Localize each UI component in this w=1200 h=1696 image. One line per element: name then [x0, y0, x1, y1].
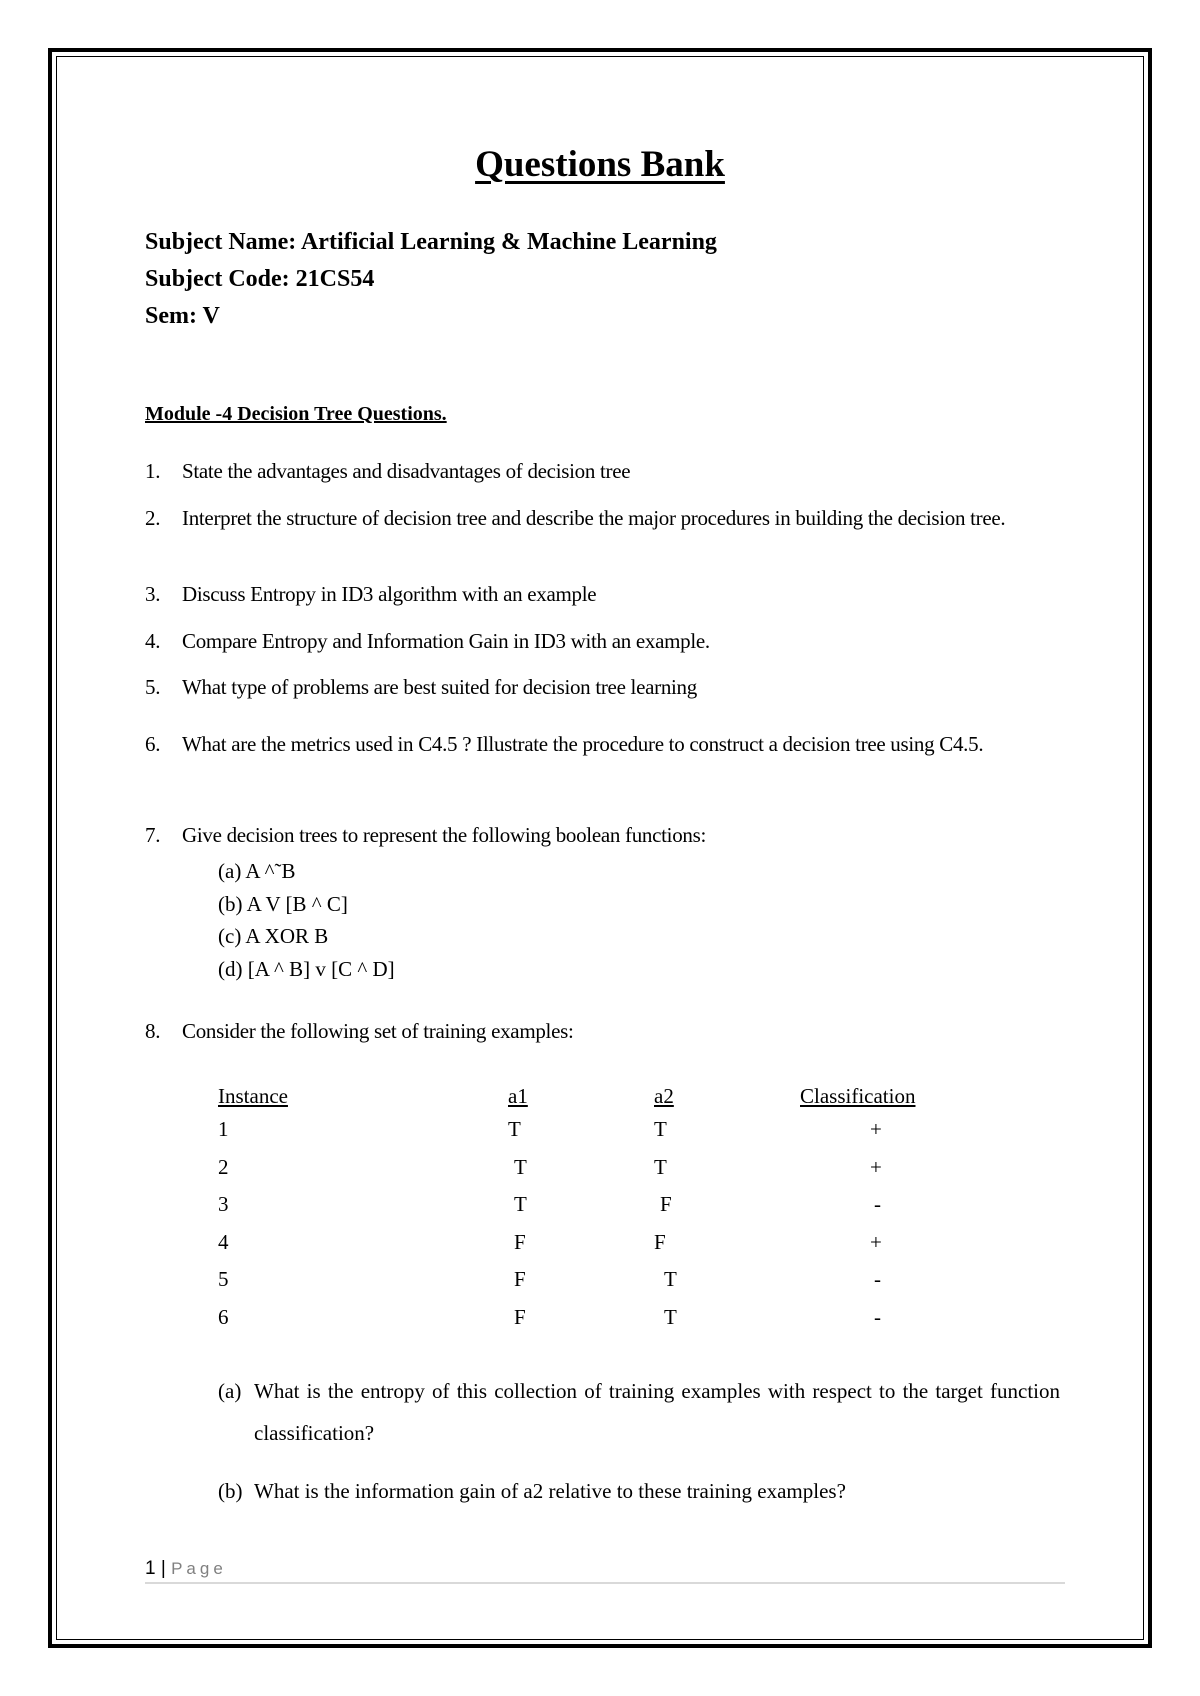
q7-item-b: (b) A V [B ^ C] [218, 891, 348, 916]
table-header-classification: Classification [800, 1084, 916, 1108]
table-cell: - [874, 1267, 881, 1291]
question-text: Discuss Entropy in ID3 algorithm with an example [182, 582, 597, 606]
page-label: Page [171, 1559, 227, 1578]
table-header-a1: a1 [508, 1084, 528, 1108]
footer-divider [145, 1582, 1065, 1584]
question-5 [145, 673, 1060, 702]
question-number: 1. [145, 459, 161, 483]
document-title: Questions Bank [475, 144, 725, 185]
question-number: 3. [145, 582, 161, 606]
question-text: What are the metrics used in C4.5 ? Illustrate the procedure to construct a decision tree using C4.5. [182, 732, 984, 756]
table-cell: - [874, 1192, 881, 1216]
q7-item-d: (d) [A ^ B] v [C ^ D] [218, 956, 395, 981]
subquestion-text: What is the information gain of a2 relative to these training examples? [254, 1479, 846, 1503]
table-cell: T [664, 1267, 677, 1291]
question-text: Give decision trees to represent the following boolean functions: [182, 823, 707, 847]
q8-subquestion-b [218, 1470, 1060, 1512]
subquestion-label: (b) [218, 1479, 243, 1503]
table-cell: + [870, 1117, 882, 1141]
question-text: Consider the following set of training examples: [182, 1019, 574, 1043]
table-cell: 5 [218, 1267, 229, 1291]
table-header-instance: Instance [218, 1084, 288, 1108]
q7-item-a: (a) A ^˜B [218, 859, 296, 883]
question-4 [145, 627, 1060, 656]
table-header-a2: a2 [654, 1084, 674, 1108]
table-cell: T [654, 1155, 667, 1179]
subject-info [145, 224, 717, 335]
q7-item-c: (c) A XOR B [218, 924, 329, 948]
question-number: 4. [145, 629, 161, 653]
table-cell: + [870, 1230, 882, 1254]
table-cell: T [514, 1155, 527, 1179]
question-6 [145, 730, 1060, 759]
module-heading: Module -4 Decision Tree Questions. [145, 403, 447, 425]
subject-name: Subject Name: Artificial Learning & Machine Learning [145, 229, 717, 255]
table-cell: - [874, 1305, 881, 1329]
table-cell: F [514, 1230, 526, 1254]
subquestion-text: What is the entropy of this collection of training examples with respect to the target function classification? [254, 1379, 1060, 1445]
table-cell: 3 [218, 1192, 229, 1216]
table-cell: F [514, 1267, 526, 1291]
question-number: 7. [145, 823, 161, 847]
table-cell: 1 [218, 1117, 229, 1141]
question-number: 6. [145, 732, 161, 756]
question-2 [145, 504, 1060, 533]
subquestion-label: (a) [218, 1379, 242, 1403]
table-cell: 6 [218, 1305, 229, 1329]
question-number: 2. [145, 506, 161, 530]
table-cell: T [654, 1117, 667, 1141]
table-cell: + [870, 1155, 882, 1179]
question-8 [145, 1017, 1060, 1046]
q8-subquestion-a [218, 1370, 1060, 1454]
subject-code: Subject Code: 21CS54 [145, 266, 375, 292]
table-cell: 4 [218, 1230, 229, 1254]
table-cell: F [654, 1230, 666, 1254]
semester: Sem: V [145, 303, 220, 329]
question-number: 8. [145, 1019, 161, 1043]
table-cell: F [660, 1192, 672, 1216]
question-text: State the advantages and disadvantages of decision tree [182, 459, 631, 483]
question-7 [145, 821, 1060, 850]
question-text: What type of problems are best suited for decision tree learning [182, 675, 697, 699]
page-footer [145, 1558, 227, 1580]
page-number: 1 [145, 1558, 156, 1579]
footer-separator: | [155, 1558, 172, 1579]
question-text: Interpret the structure of decision tree and describe the major procedures in building the decision tree. [182, 506, 1006, 530]
table-cell: T [664, 1305, 677, 1329]
question-3 [145, 580, 1060, 609]
question-number: 5. [145, 675, 161, 699]
table-cell: F [514, 1305, 526, 1329]
question-text: Compare Entropy and Information Gain in ID3 with an example. [182, 629, 710, 653]
table-cell: T [508, 1117, 521, 1141]
table-cell: 2 [218, 1155, 229, 1179]
q7-boolean-functions [218, 855, 395, 985]
question-1 [145, 457, 1060, 486]
table-cell: T [514, 1192, 527, 1216]
